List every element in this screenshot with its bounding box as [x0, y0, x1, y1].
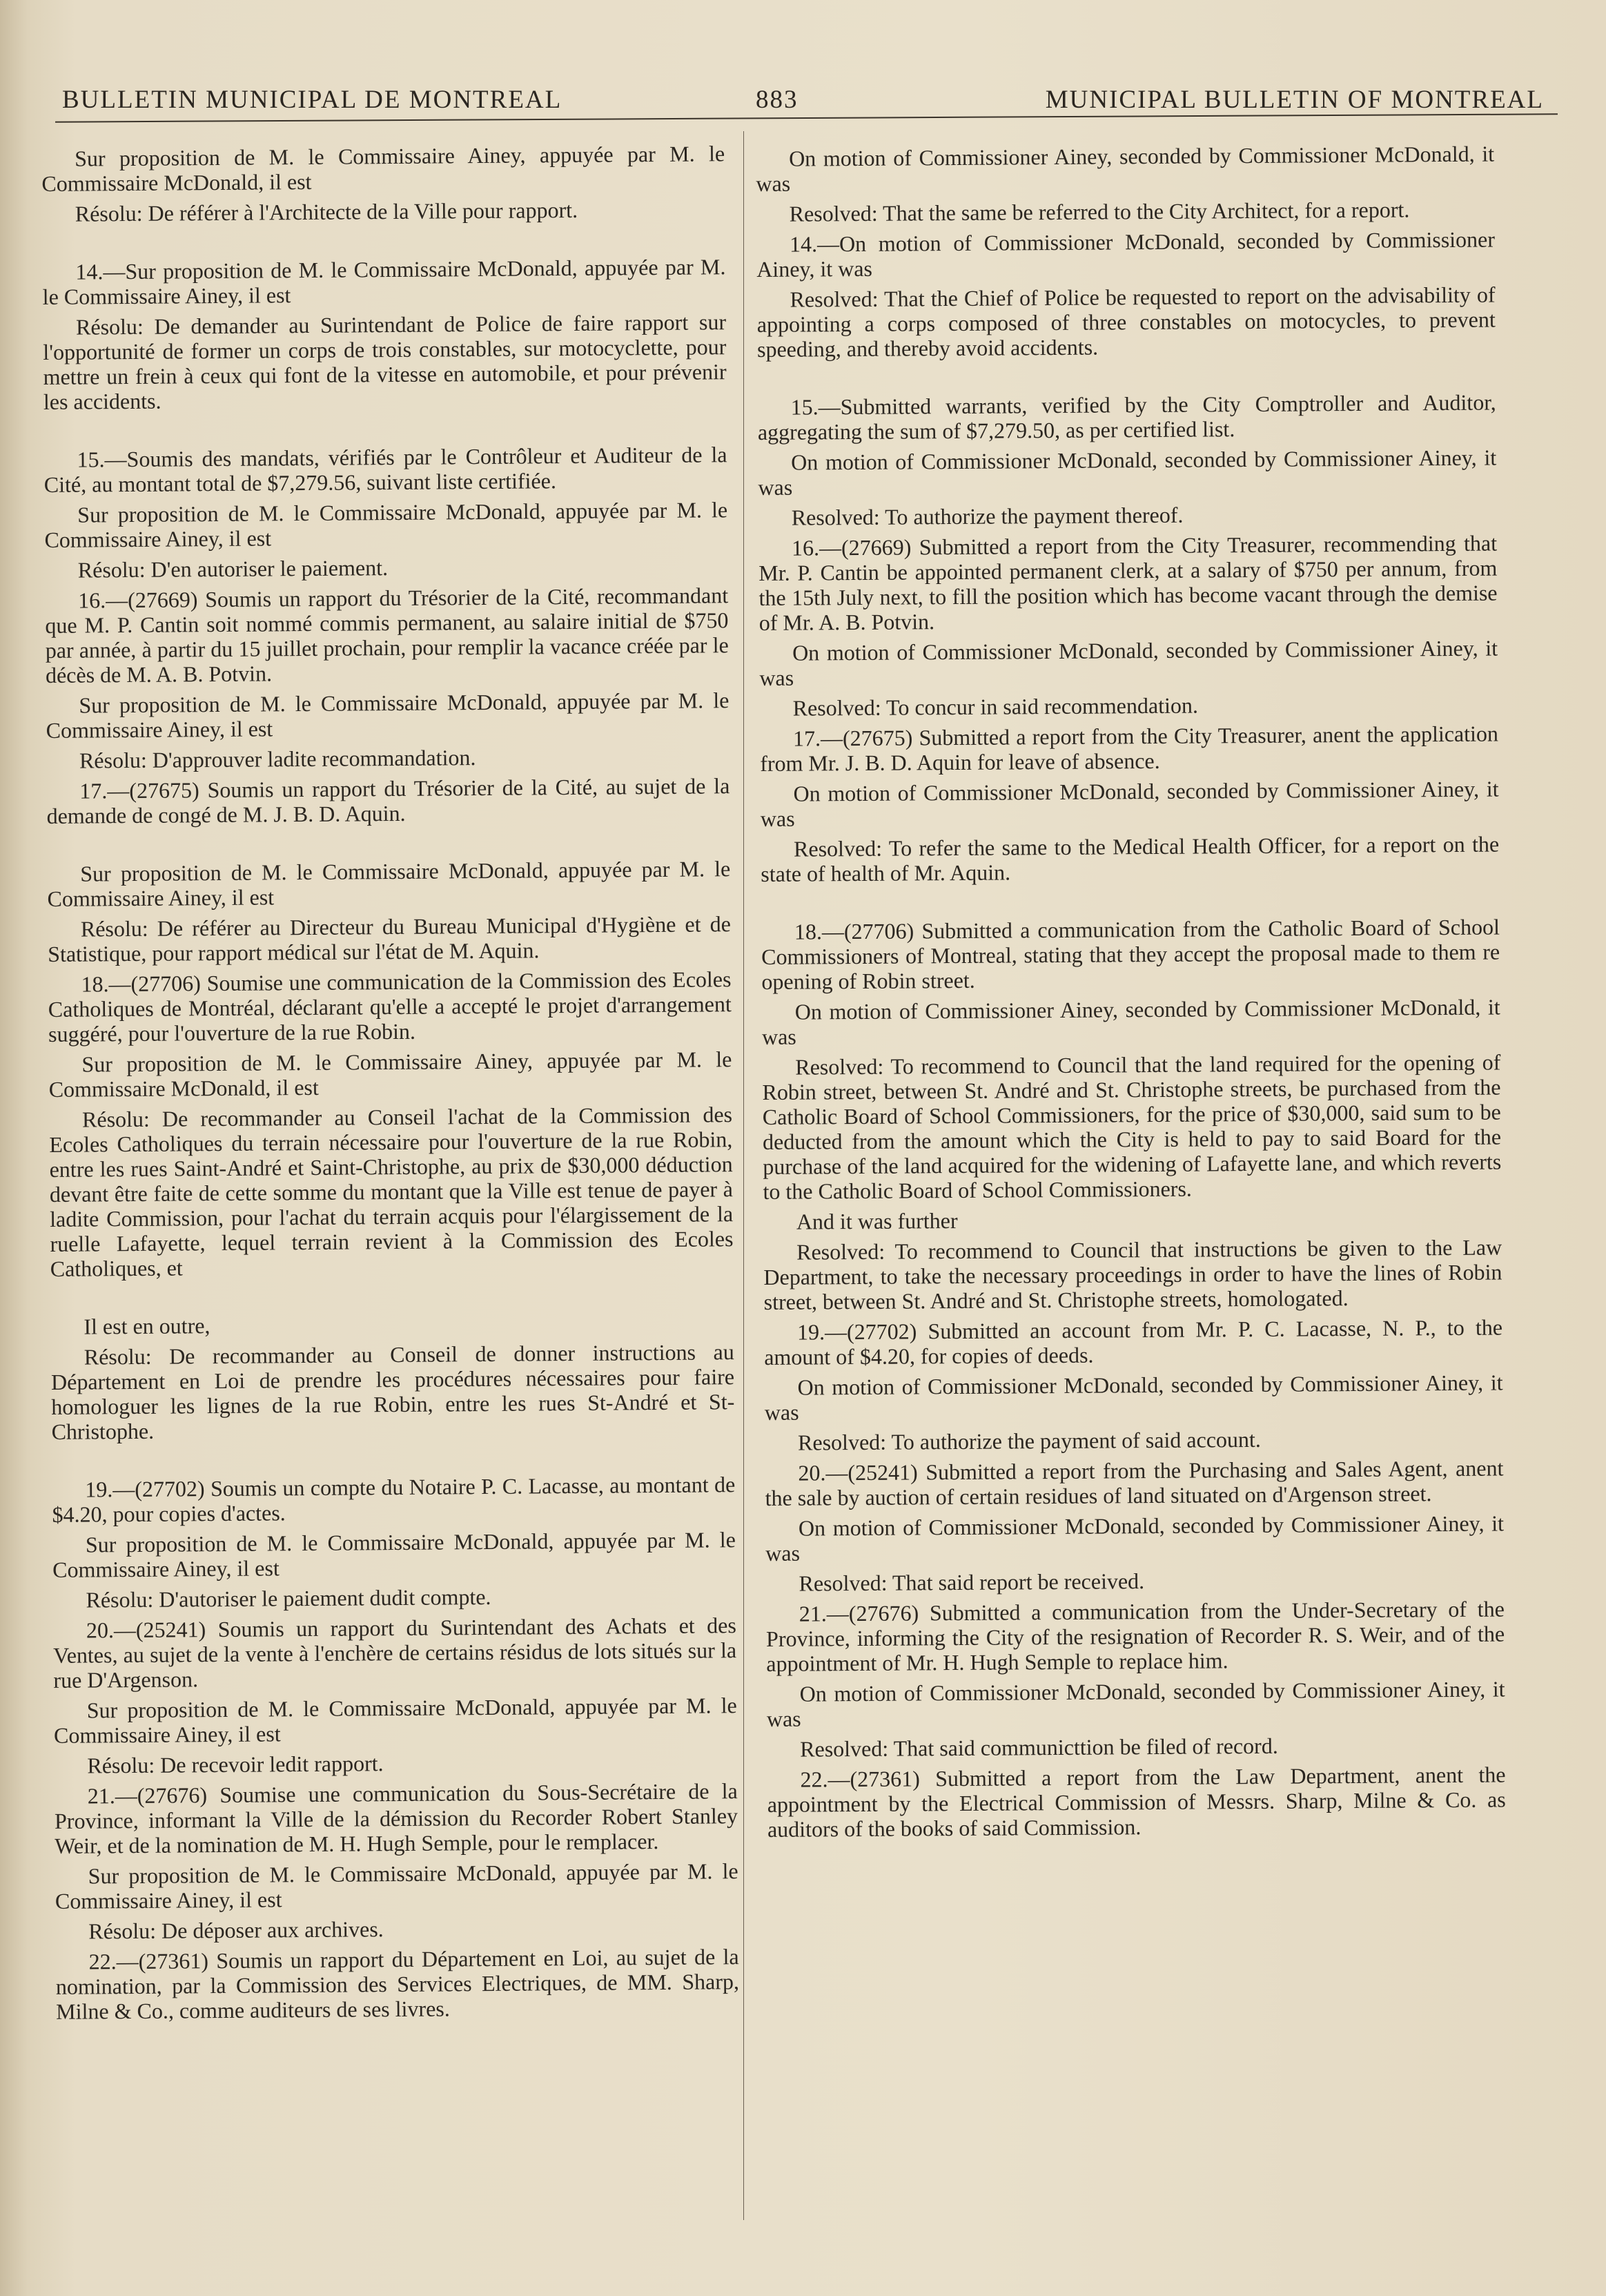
french-paragraph: Sur proposition de M. le Commissaire McDonald, appuyée par M. le Commissaire Ainey, il est [44, 497, 728, 552]
header-french-title: BULLETIN MUNICIPAL DE MONTREAL [62, 86, 562, 114]
french-paragraph: Résolu: De recevoir ledit rapport. [87, 1751, 384, 1778]
english-paragraph: On motion of Commissioner McDonald, seconded by Commissioner Ainey, it was [760, 776, 1499, 831]
english-paragraph: Resolved: To authorize the payment thereof. [791, 502, 1184, 530]
english-paragraph: 21.—(27676) Submitted a communication from the Under-Secretary of the Province, informing the City of the resignation of Recorder R. S. Weir, and of the appointment of Mr. H. Hugh Semple to replace him. [765, 1596, 1505, 1676]
english-paragraph: On motion of Commissioner McDonald, seconded by Commissioner Ainey, it was [759, 635, 1498, 690]
french-paragraph: Résolu: De recommander au Conseil de donner instructions au Département en Loi de prendre les procédures nécessaires pour faire homologuer les lignes de la rue Robin, entre les rues St-André et St-Christophe. [50, 1339, 735, 1444]
english-paragraph: On motion of Commissioner McDonald, seconded by Commissioner Ainey, it was [766, 1676, 1505, 1731]
french-paragraph: Sur proposition de M. le Commissaire Ainey, appuyée par M. le Commissaire McDonald, il est [41, 141, 725, 196]
french-paragraph: Résolu: De référer à l'Architecte de la Ville pour rapport. [75, 197, 578, 226]
french-paragraph: Sur proposition de M. le Commissaire McDonald, appuyée par M. le Commissaire Ainey, il est [55, 1858, 738, 1914]
french-paragraph: Sur proposition de M. le Commissaire Ainey, appuyée par M. le Commissaire McDonald, il est [48, 1047, 732, 1102]
french-paragraph: 14.—Sur proposition de M. le Commissaire McDonald, appuyée par M. le Commissaire Ainey, il est [42, 254, 726, 309]
french-paragraph: Il est en outre, [84, 1313, 210, 1339]
french-column [41, 141, 741, 2234]
french-paragraph: Résolu: D'autoriser le paiement dudit compte. [86, 1584, 491, 1613]
english-paragraph: 20.—(25241) Submitted a report from the Purchasing and Sales Agent, anent the sale by auction of certain residues of land situated on d'Argenson street. [765, 1455, 1504, 1510]
english-paragraph: On motion of Commissioner McDonald, seconded by Commissioner Ainey, it was [764, 1370, 1503, 1425]
french-paragraph: Sur proposition de M. le Commissaire McDonald, appuyée par M. le Commissaire Ainey, il est [47, 856, 731, 911]
french-paragraph: 21.—(27676) Soumise une communication du Sous-Secrétaire de la Province, informant la Ville de la démission du Recorder Robert Stanley Weir, et de la nomination de M. H. Hugh Semple, pour le remplacer. [54, 1778, 738, 1858]
english-column [756, 142, 1509, 2234]
column-divider [743, 131, 744, 2220]
french-paragraph: Résolu: D'en autoriser le paiement. [77, 555, 389, 583]
french-paragraph: Sur proposition de M. le Commissaire McDonald, appuyée par M. le Commissaire Ainey, il est [52, 1527, 736, 1582]
french-paragraph: Résolu: De déposer aux archives. [88, 1916, 384, 1944]
french-paragraph: 17.—(27675) Soumis un rapport du Trésorier de la Cité, au sujet de la demande de congé de M. J. B. D. Aquin. [46, 773, 730, 828]
french-paragraph: Résolu: De demander au Surintendant de Police de faire rapport sur l'opportunité de former un corps de trois constables, sur motocyclette, pour mettre un frein à ceux qui font de la vitesse en automobile, et pour prévenir les accidents. [43, 309, 727, 414]
french-paragraph: Résolu: De référer au Directeur du Bureau Municipal d'Hygiène et de Statistique, pour rapport médical sur l'état de M. Aquin. [48, 911, 732, 966]
french-paragraph: 15.—Soumis des mandats, vérifiés par le Contrôleur et Auditeur de la Cité, au montant total de $7,279.56, suivant liste certifiée. [43, 442, 727, 497]
english-paragraph: 16.—(27669) Submitted a report from the City Treasurer, recommending that Mr. P. Cantin be appointed permanent clerk, at a salary of $750 per annum, from the 15th July next, to fill the position which has become vacant through the demise of Mr. A. B. Potvin. [758, 530, 1498, 635]
header-english-title: MUNICIPAL BULLETIN OF MONTREAL [1045, 86, 1544, 114]
english-paragraph: 17.—(27675) Submitted a report from the City Treasurer, anent the application from Mr. J. B. D. Aquin for leave of absence. [760, 721, 1499, 776]
french-paragraph: Résolu: De recommander au Conseil l'achat de la Commission des Ecoles Catholiques du terrain nécessaire pour l'ouverture de la rue Robin, entre les rues Saint-André et Saint-Christophe, au prix de $30,000 déduction devant être faite de cette somme du montant que la Ville est tenue de payer à ladite Commission, pour l'achat du terrain acquis pour l'élargissement de la ruelle Lafayette, lequel terrain revient à la Commission des Ecoles Catholiques, et [49, 1102, 734, 1281]
english-paragraph: Resolved: To authorize the payment of said account. [797, 1426, 1261, 1455]
english-paragraph: On motion of Commissioner Ainey, seconded by Commissioner McDonald, it was [761, 994, 1500, 1049]
english-paragraph: And it was further [796, 1207, 958, 1234]
french-paragraph: Sur proposition de M. le Commissaire McDonald, appuyée par M. le Commissaire Ainey, il est [53, 1693, 737, 1748]
english-paragraph: Resolved: To recommend to Council that the land required for the opening of Robin street, between St. André and St. Christophe streets, be purchased from the Catholic Board of School Commissioners, for the price of $30,000, said sum to be deducted from the amount which the City is held to pay to said Board for the purchase of the land acquired for the widening of Lafayette lane, and which reverts to the Catholic Board of School Commissioners. [762, 1049, 1502, 1204]
french-paragraph: 19.—(27702) Soumis un compte du Notaire P. C. Lacasse, au montant de $4.20, pour copies d'actes. [52, 1472, 736, 1527]
page-number: 883 [756, 86, 799, 114]
french-paragraph: 18.—(27706) Soumise une communication de la Commission des Ecoles Catholiques de Montréal, déclarant qu'elle a accepté le projet d'arrangement suggéré, pour l'ouverture de la rue Robin. [48, 966, 732, 1047]
english-paragraph: Resolved: That said report be received. [799, 1568, 1145, 1596]
french-paragraph: 16.—(27669) Soumis un rapport du Trésorier de la Cité, recommandant que M. P. Cantin soit nommé commis permanent, au salaire initial de $750 par année, à partir du 15 juillet prochain, pour remplir la vacance créée par le décès de M. A. B. Potvin. [45, 583, 729, 688]
english-paragraph: Resolved: To recommend to Council that instructions be given to the Law Department, to take the necessary proceedings in order to have the lines of Robin street, between St. André and St. Christophe streets, homologated. [763, 1234, 1502, 1314]
french-paragraph: Sur proposition de M. le Commissaire McDonald, appuyée par M. le Commissaire Ainey, il est [46, 688, 729, 743]
english-paragraph: 19.—(27702) Submitted an account from Mr. P. C. Lacasse, N. P., to the amount of $4.20, for copies of deeds. [764, 1314, 1503, 1370]
running-head [55, 72, 1544, 121]
english-paragraph: 18.—(27706) Submitted a communication from the Catholic Board of School Commissioners of Montreal, stating that they accept the proposal made to them re opening of Robin street. [761, 914, 1500, 994]
english-paragraph: On motion of Commissioner Ainey, seconded by Commissioner McDonald, it was [756, 141, 1495, 196]
english-paragraph: On motion of Commissioner McDonald, seconded by Commissioner Ainey, it was [765, 1510, 1505, 1566]
english-paragraph: 22.—(27361) Submitted a report from the Law Department, anent the appointment by the Electrical Commission of Messrs. Sharp, Milne & Co. as auditors of the books of said Commission. [767, 1762, 1506, 1842]
english-paragraph: Resolved: That the same be referred to the City Architect, for a report. [789, 197, 1410, 226]
french-paragraph: 20.—(25241) Soumis un rapport du Surintendant des Achats et des Ventes, au sujet de la vente à l'enchère de certains résidus de lots situés sur la rue D'Argenson. [53, 1613, 737, 1693]
french-paragraph: 22.—(27361) Soumis un rapport du Département en Loi, au sujet de la nomination, par la Commission des Services Electriques, de MM. Sharp, Milne & Co., comme auditeurs de ses livres. [55, 1944, 740, 2024]
english-paragraph: 15.—Submitted warrants, verified by the City Comptroller and Auditor, aggregating the sum of $7,279.50, as per certified list. [757, 389, 1496, 445]
english-paragraph: Resolved: To concur in said recommendation. [792, 692, 1199, 721]
english-paragraph: Resolved: That said communicttion be filed of record. [800, 1733, 1278, 1762]
english-paragraph: Resolved: To refer the same to the Medical Health Officer, for a report on the state of health of Mr. Aquin. [761, 831, 1500, 886]
french-paragraph: Résolu: D'approuver ladite recommandation. [79, 745, 476, 773]
english-paragraph: On motion of Commissioner McDonald, seconded by Commissioner Ainey, it was [758, 445, 1497, 500]
english-paragraph: Resolved: That the Chief of Police be requested to report on the advisability of appointing a corps composed of three constables on motocycles, to prevent speeding, and thereby avoid accidents. [756, 282, 1496, 362]
english-paragraph: 14.—On motion of Commissioner McDonald, seconded by Commissioner Ainey, it was [756, 226, 1496, 282]
